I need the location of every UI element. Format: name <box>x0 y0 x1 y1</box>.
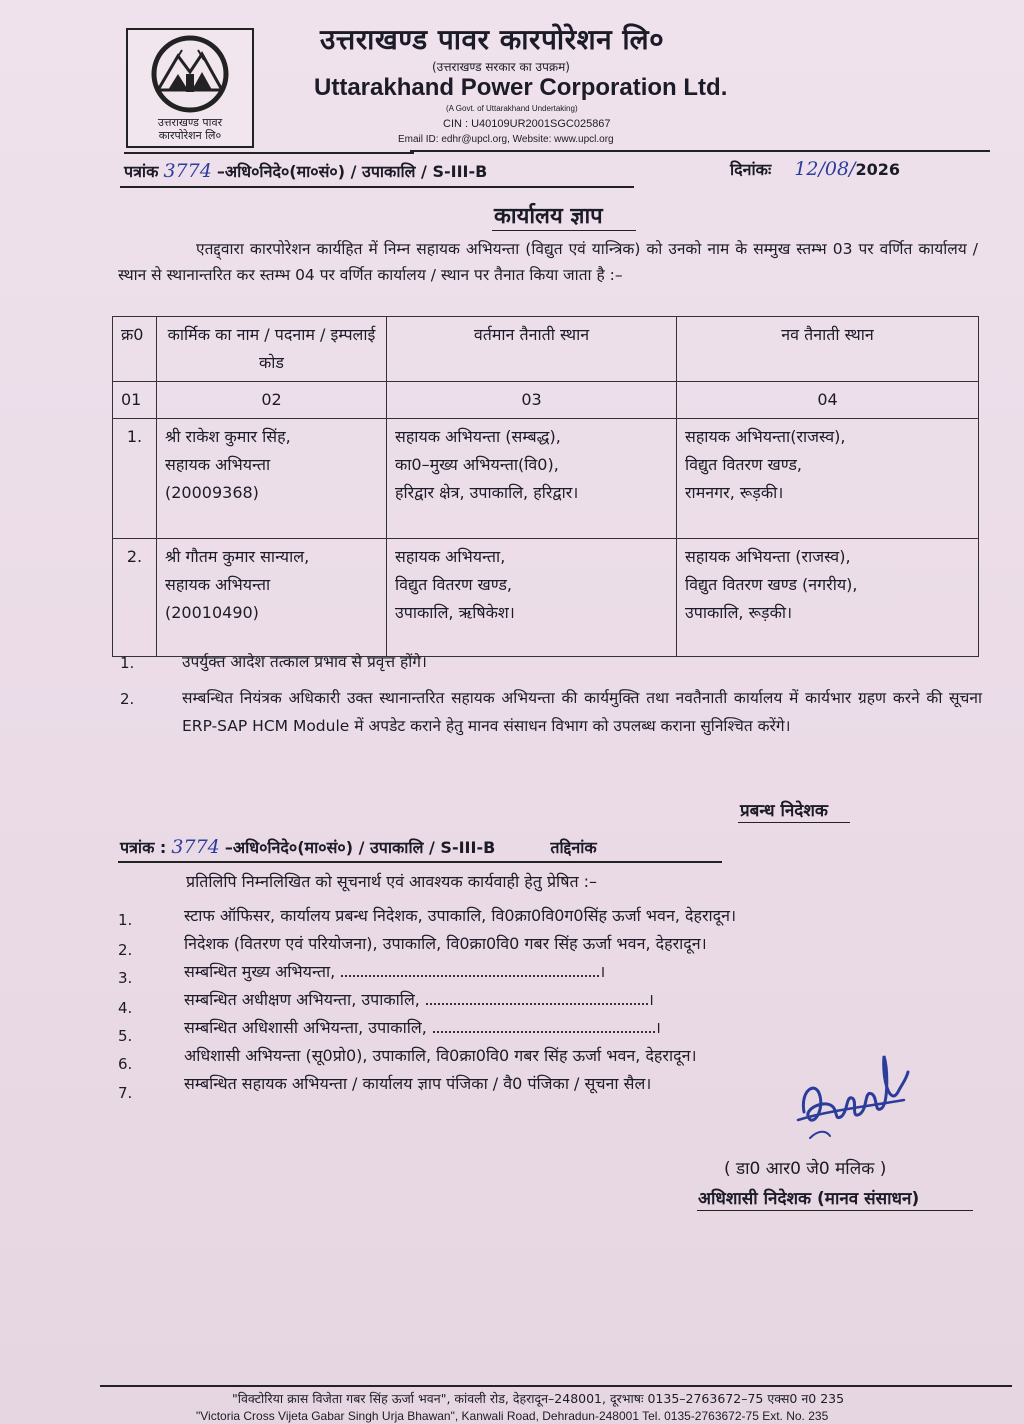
org-subtitle-hindi: (उत्तराखण्ड सरकार का उपक्रम) <box>432 60 570 74</box>
company-logo <box>126 28 254 148</box>
cc-number: 3. <box>118 969 133 987</box>
row-current-line: उपाकालि, ऋषिकेश। <box>395 603 515 622</box>
end-mark: । <box>599 962 606 981</box>
fill-in-blank <box>433 1017 655 1033</box>
signatory-name: ( डा0 आर0 जे0 मलिक ) <box>724 1159 887 1179</box>
copy-reference-line <box>120 836 597 858</box>
cc-item: सम्बन्धित अधीक्षण अभियन्ता, उपाकालि, <box>184 990 420 1009</box>
date-label: दिनांकः <box>730 160 772 179</box>
intro-paragraph: एतद्द्वारा कारपोरेशन कार्यहित में निम्न सहायक अभियन्ता (विद्युत एवं यान्त्रिक) को उनको नाम के सम्मुख स्तम्भ 03 पर वर्णित कार्यालय / स्थान से स्थानान्तरित कर स्तम्भ 04 पर वर्णित कार्यालय / स्थान पर तैनात किया जाता है :– <box>118 240 978 284</box>
cc-item-line <box>184 1016 661 1038</box>
date-line <box>730 158 900 180</box>
cc-item: सम्बन्धित सहायक अभियन्ता / कार्यालय ज्ञाप पंजिका / वै0 पंजिका / सूचना सैल। <box>184 1074 652 1093</box>
ref-number-handwritten: 3774 <box>163 160 212 182</box>
fill-in-blank <box>426 989 648 1005</box>
note-number: 1. <box>120 654 135 672</box>
logo-text-line1: उत्तराखण्ड पावर <box>157 116 223 129</box>
row-name <box>157 539 387 657</box>
copy-ref-number-handwritten: 3774 <box>171 836 220 858</box>
cc-item: सम्बन्धित अधिशासी अभियन्ता, उपाकालि, <box>184 1018 427 1037</box>
org-name-hindi: उत्तराखण्ड पावर कारपोरेशन लि० <box>320 23 665 56</box>
header-name: कार्मिक का नाम / पदनाम / इम्पलाई कोड <box>157 317 387 382</box>
footer-rule <box>100 1385 1012 1387</box>
table-row <box>113 419 979 539</box>
cc-number: 1. <box>118 911 133 929</box>
copy-date: तद्दिनांक <box>550 838 597 857</box>
col-number: 03 <box>387 382 677 419</box>
title-underline <box>492 230 636 231</box>
row-name <box>157 419 387 539</box>
ref-label: पत्रांक <box>124 162 159 181</box>
row-new-posting <box>677 539 979 657</box>
cc-number: 4. <box>118 999 133 1017</box>
header-current-posting: वर्तमान तैनाती स्थान <box>387 317 677 382</box>
row-current-line: विद्युत वितरण खण्ड, <box>395 575 513 594</box>
logo-text-line2: कारपोरेशन लि० <box>158 129 222 142</box>
end-mark: । <box>647 990 654 1009</box>
row-new-posting <box>677 419 979 539</box>
footer-address-english: "Victoria Cross Vijeta Gabar Singh Urja Bhawan", Kanwali Road, Dehradun-248001 Tel. 0135-2763672-75 Ext. No. 235 <box>196 1409 829 1423</box>
header-new-posting: नव तैनाती स्थान <box>677 317 979 382</box>
row-sn: 1. <box>113 419 157 539</box>
copy-ref-underline <box>118 861 722 863</box>
row-new-line: उपाकालि, रूड़की। <box>685 603 793 622</box>
designation-underline <box>697 1210 973 1211</box>
header-rule <box>410 150 990 152</box>
ref-underline <box>120 186 634 188</box>
row-sn: 2. <box>113 539 157 657</box>
document-title: कार्यालय ज्ञाप <box>494 204 603 229</box>
end-mark: । <box>654 1018 661 1037</box>
row-current-line: सहायक अभियन्ता, <box>395 547 506 566</box>
note-number: 2. <box>120 690 135 708</box>
cc-number: 7. <box>118 1084 133 1102</box>
cc-item: अधिशासी अभियन्ता (सू0प्रो0), उपाकालि, वि0क्रा0वि0 गबर सिंह ऊर्जा भवन, देहरादून। <box>184 1046 697 1065</box>
contact-email-website: Email ID: edhr@upcl.org, Website: www.upcl.org <box>398 134 614 145</box>
row-name-line: श्री गौतम कुमार सान्याल, <box>165 547 310 566</box>
row-name-line: सहायक अभियन्ता <box>165 455 271 474</box>
fill-in-blank <box>341 961 599 977</box>
table-column-number-row <box>113 382 979 419</box>
org-subtitle-english: (A Govt. of Uttarakhand Undertaking) <box>446 104 578 113</box>
note-text: सम्बन्धित नियंत्रक अधिकारी उक्त स्थानान्तरित सहायक अभियन्ता की कार्यमुक्ति तथा नवतैनाती कार्यालय में कार्यभार ग्रहण करने की सूचना ERP-SAP HCM Module में अपडेट कराने हेतु मानव संसाधन विभाग को उपलब्ध कराना सुनिश्चित करेंगे। <box>182 689 982 735</box>
row-new-line: सहायक अभियन्ता (राजस्व), <box>685 547 851 566</box>
table-header-row <box>113 317 979 382</box>
cc-item: स्टाफ ऑफिसर, कार्यालय प्रबन्ध निदेशक, उपाकालि, वि0क्रा0वि0ग0सिंह ऊर्जा भवन, देहरादून। <box>184 906 737 925</box>
row-current-line: सहायक अभियन्ता (सम्बद्ध), <box>395 427 561 446</box>
cc-item: निदेशक (वितरण एवं परियोजना), उपाकालि, वि0क्रा0वि0 गबर सिंह ऊर्जा भवन, देहरादून। <box>184 934 707 953</box>
table-row <box>113 539 979 657</box>
signatory-managing-director: प्रबन्ध निदेशक <box>740 801 828 821</box>
row-current-posting <box>387 419 677 539</box>
col-number: 01 <box>113 382 157 419</box>
row-new-line: सहायक अभियन्ता(राजस्व), <box>685 427 846 446</box>
footer-address-hindi: "विक्टोरिया क्रास विजेता गबर सिंह ऊर्जा भवन", कांवली रोड, देहरादून–248001, दूरभाषः 0135–2763672–75 एक्स0 न0 235 <box>232 1391 845 1406</box>
cc-number: 5. <box>118 1027 133 1045</box>
row-name-line: सहायक अभियन्ता <box>165 575 271 594</box>
row-name-line: (20010490) <box>165 603 259 622</box>
col-number: 04 <box>677 382 979 419</box>
transfer-table <box>112 316 979 657</box>
row-name-line: (20009368) <box>165 483 259 502</box>
date-year: 2026 <box>855 160 900 179</box>
copy-ref-code: –अधि०निदे०(मा०सं०) / उपाकालि / S-III-B <box>224 838 496 857</box>
copy-ref-label: पत्रांक : <box>120 838 167 857</box>
reference-line <box>124 160 487 182</box>
cin-number: CIN : U40109UR2001SGC025867 <box>443 118 611 130</box>
header-sn: क्र0 <box>113 317 157 382</box>
ref-code: –अधि०निदे०(मा०सं०) / उपाकालि / S-III-B <box>216 162 488 181</box>
note-text: उपर्युक्त आदेश तत्काल प्रभाव से प्रवृत्त होंगे। <box>182 653 427 671</box>
signatory-underline <box>738 822 850 823</box>
cc-item-line <box>184 988 654 1010</box>
cc-number: 6. <box>118 1055 133 1073</box>
row-new-line: विद्युत वितरण खण्ड, <box>685 455 803 474</box>
col-number: 02 <box>157 382 387 419</box>
cc-item: सम्बन्धित मुख्य अभियन्ता, <box>184 962 336 981</box>
row-new-line: रामनगर, रूड़की। <box>685 483 784 502</box>
row-current-posting <box>387 539 677 657</box>
handwritten-signature <box>790 1050 920 1150</box>
row-name-line: श्री राकेश कुमार सिंह, <box>165 427 291 446</box>
logo-emblem-icon <box>128 30 252 116</box>
copy-intro: प्रतिलिपि निम्नलिखित को सूचनार्थ एवं आवश्यक कार्यवाही हेतु प्रेषित :– <box>186 872 598 891</box>
date-handwritten: 12/08/ <box>794 158 856 180</box>
row-current-line: हरिद्वार क्षेत्र, उपाकालि, हरिद्वार। <box>395 483 579 502</box>
cc-item-line <box>184 960 605 982</box>
cc-number: 2. <box>118 941 133 959</box>
row-new-line: विद्युत वितरण खण्ड (नगरीय), <box>685 575 858 594</box>
row-current-line: का0–मुख्य अभियन्ता(वि0), <box>395 455 559 474</box>
org-name-english: Uttarakhand Power Corporation Ltd. <box>314 74 728 101</box>
header-rule-left <box>124 152 414 154</box>
signatory-designation: अधिशासी निदेशक (मानव संसाधन) <box>698 1189 920 1209</box>
